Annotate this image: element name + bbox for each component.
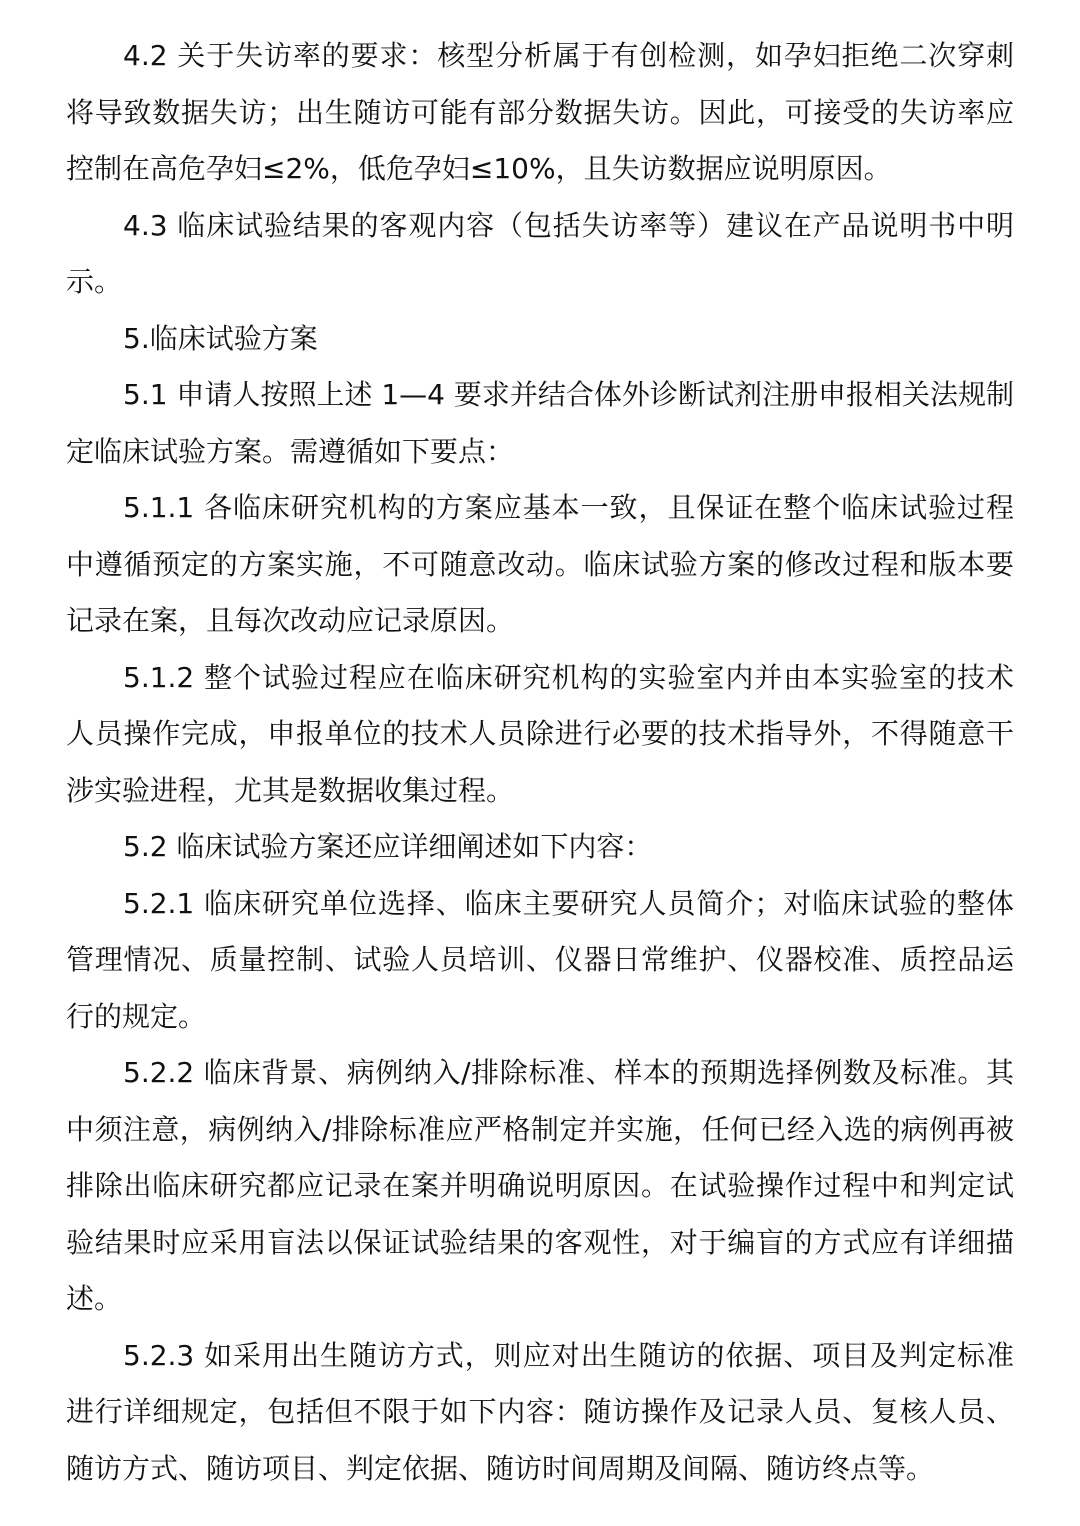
paragraph-4-2: 4.2 关于失访率的要求：核型分析属于有创检测，如孕妇拒绝二次穿刺将导致数据失访；出生随访可能有部分数据失访。因此，可接受的失访率应控制在高危孕妇≤2%，低危孕妇≤10%，且失访数据应说明原因。 (66, 39, 1014, 185)
document-body (66, 28, 1014, 1497)
paragraph-5-2-3: 5.2.3 如采用出生随访方式，则应对出生随访的依据、项目及判定标准进行详细规定，包括但不限于如下内容：随访操作及记录人员、复核人员、随访方式、随访项目、判定依据、随访时间周期及间隔、随访终点等。 (66, 1338, 1014, 1485)
paragraph-5-1: 5.1 申请人按照上述 1—4 要求并结合体外诊断试剂注册申报相关法规制定临床试验方案。需遵循如下要点： (66, 378, 1014, 468)
section-heading-5: 5.临床试验方案 (123, 321, 318, 355)
paragraph-5-1-2: 5.1.2 整个试验过程应在临床研究机构的实验室内并由本实验室的技术人员操作完成，申报单位的技术人员除进行必要的技术指导外，不得随意干涉实验进程，尤其是数据收集过程。 (66, 660, 1014, 807)
paragraph-5-2: 5.2 临床试验方案还应详细阐述如下内容： (123, 830, 653, 863)
paragraph-5-1-1: 5.1.1 各临床研究机构的方案应基本一致，且保证在整个临床试验过程中遵循预定的方案实施，不可随意改动。临床试验方案的修改过程和版本要记录在案，且每次改动应记录原因。 (66, 491, 1014, 637)
paragraph-5-2-2: 5.2.2 临床背景、病例纳入/排除标准、样本的预期选择例数及标准。其中须注意，病例纳入/排除标准应严格制定并实施，任何已经入选的病例再被排除出临床研究都应记录在案并明确说明原因。在试验操作过程中和判定试验结果时应采用盲法以保证试验结果的客观性，对于编盲的方式应有详细描述。 (66, 1056, 1014, 1315)
paragraph-4-3: 4.3 临床试验结果的客观内容（包括失访率等）建议在产品说明书中明示。 (66, 208, 1014, 298)
paragraph-5-2-1: 5.2.1 临床研究单位选择、临床主要研究人员简介；对临床试验的整体管理情况、质量控制、试验人员培训、仪器日常维护、仪器校准、质控品运行的规定。 (66, 886, 1014, 1033)
